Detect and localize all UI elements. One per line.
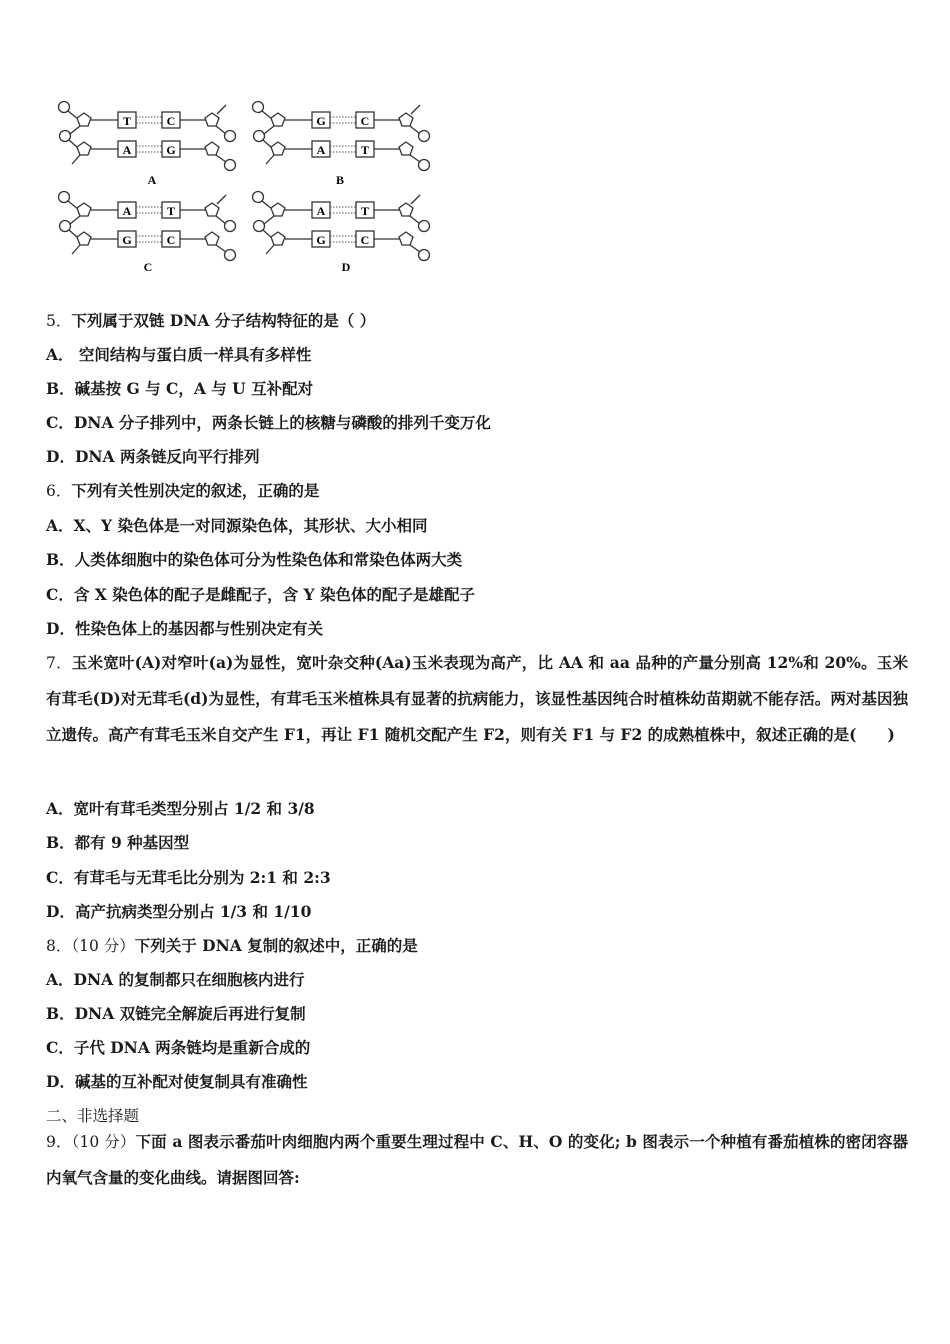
question-5-option-c: C．DNA 分子排列中，两条长链上的核糖与磷酸的排列千变万化 <box>46 413 491 432</box>
question-5-option-a: A． 空间结构与蛋白质一样具有多样性 <box>46 345 312 364</box>
question-5-number: 5． <box>46 312 72 330</box>
dna-panel-a <box>59 102 236 188</box>
panel-d-bottom-right-base: C <box>360 233 370 247</box>
question-7-option-d: D．高产抗病类型分别占 1/3 和 1/10 <box>46 902 312 921</box>
panel-c-bottom-left-base: G <box>122 233 132 247</box>
question-6-option-d: D．性染色体上的基因都与性别决定有关 <box>46 619 323 638</box>
question-6-option-a: A．X、Y 染色体是一对同源染色体，其形状、大小相同 <box>46 516 428 535</box>
question-5-text: 下列属于双链 DNA 分子结构特征的是（ ） <box>71 311 376 330</box>
dna-figure-svg <box>48 98 436 278</box>
question-7-option-b: B．都有 9 种基因型 <box>46 833 190 852</box>
question-7-number: 7． <box>46 654 72 672</box>
question-9-text: 下面 a 图表示番茄叶肉细胞内两个重要生理过程中 C、H、O 的变化; b 图表示一个种植有番茄植株的密闭容器内氧气含量的变化曲线。请据图回答: <box>46 1132 908 1187</box>
panel-d-label: D <box>341 260 351 274</box>
question-8-text: 下列关于 DNA 复制的叙述中，正确的是 <box>134 936 418 955</box>
panel-c-label: C <box>143 260 153 274</box>
panel-a-bottom-left-base: A <box>122 143 132 157</box>
question-7-option-c: C．有茸毛与无茸毛比分别为 2:1 和 2:3 <box>46 868 331 887</box>
question-8-option-c: C．子代 DNA 两条链均是重新合成的 <box>46 1038 311 1057</box>
panel-a-top-left-base: T <box>122 114 132 128</box>
panel-b-top-left-base: G <box>316 114 326 128</box>
question-6-text: 下列有关性别决定的叙述，正确的是 <box>71 481 320 500</box>
panel-c-top-left-base: A <box>122 204 132 218</box>
question-7-option-a: A．宽叶有茸毛类型分别占 1/2 和 3/8 <box>46 799 315 818</box>
question-8-option-d: D．碱基的互补配对使复制具有准确性 <box>46 1072 308 1091</box>
question-8-stem <box>46 936 418 956</box>
panel-b-label: B <box>335 173 345 187</box>
question-6-stem <box>46 481 319 501</box>
question-5-stem <box>46 311 375 331</box>
question-8-number: 8． <box>46 937 72 955</box>
panel-b-bottom-left-base: A <box>316 143 326 157</box>
question-6-option-c: C．含 X 染色体的配子是雌配子，含 Y 染色体的配子是雄配子 <box>46 585 476 604</box>
question-7-stem <box>46 645 908 753</box>
panel-b-bottom-right-base: T <box>360 143 370 157</box>
question-9-stem <box>46 1124 908 1196</box>
question-8-option-b: B．DNA 双链完全解旋后再进行复制 <box>46 1004 306 1023</box>
panel-d-top-right-base: T <box>360 204 370 218</box>
question-9-score: （10 分） <box>71 1133 136 1151</box>
question-5-option-d: D．DNA 两条链反向平行排列 <box>46 447 260 466</box>
dna-structure-figure <box>48 98 436 278</box>
question-7-text: 玉米宽叶(A)对窄叶(a)为显性，宽叶杂交种(Aa)玉米表现为高产，比 AA 和 aa 品种的产量分别高 12%和 20%。玉米有茸毛(D)对无茸毛(d)为显性，有茸毛玉米植株具有显著的抗病能力，该显性基因纯合时植株幼苗期就不能存活。两对基因独立遗传。高产有茸毛玉米自交产生 F1，再让 F1 随机交配产生 F2，则有关 F1 与 F2 的成熟植株中，叙述正确的是( ) <box>46 653 908 744</box>
question-6-number: 6． <box>46 482 72 500</box>
question-8-option-a: A．DNA 的复制都只在细胞核内进行 <box>46 970 305 989</box>
panel-a-label: A <box>147 173 157 187</box>
dna-panel-b <box>253 102 430 188</box>
question-9-number: 9． <box>46 1133 72 1151</box>
panel-a-bottom-right-base: G <box>166 143 176 157</box>
panel-c-bottom-right-base: C <box>166 233 176 247</box>
dna-panel-d <box>253 192 430 275</box>
panel-d-bottom-left-base: G <box>316 233 326 247</box>
dna-panel-c <box>59 192 236 275</box>
panel-b-top-right-base: C <box>360 114 370 128</box>
panel-c-top-right-base: T <box>166 204 176 218</box>
section-2-heading: 二、非选择题 <box>46 1107 140 1125</box>
panel-d-top-left-base: A <box>316 204 326 218</box>
question-8-score: （10 分） <box>71 937 135 955</box>
question-5-option-b: B．碱基按 G 与 C，A 与 U 互补配对 <box>46 379 314 398</box>
question-6-option-b: B．人类体细胞中的染色体可分为性染色体和常染色体两大类 <box>46 550 463 569</box>
panel-a-top-right-base: C <box>166 114 176 128</box>
